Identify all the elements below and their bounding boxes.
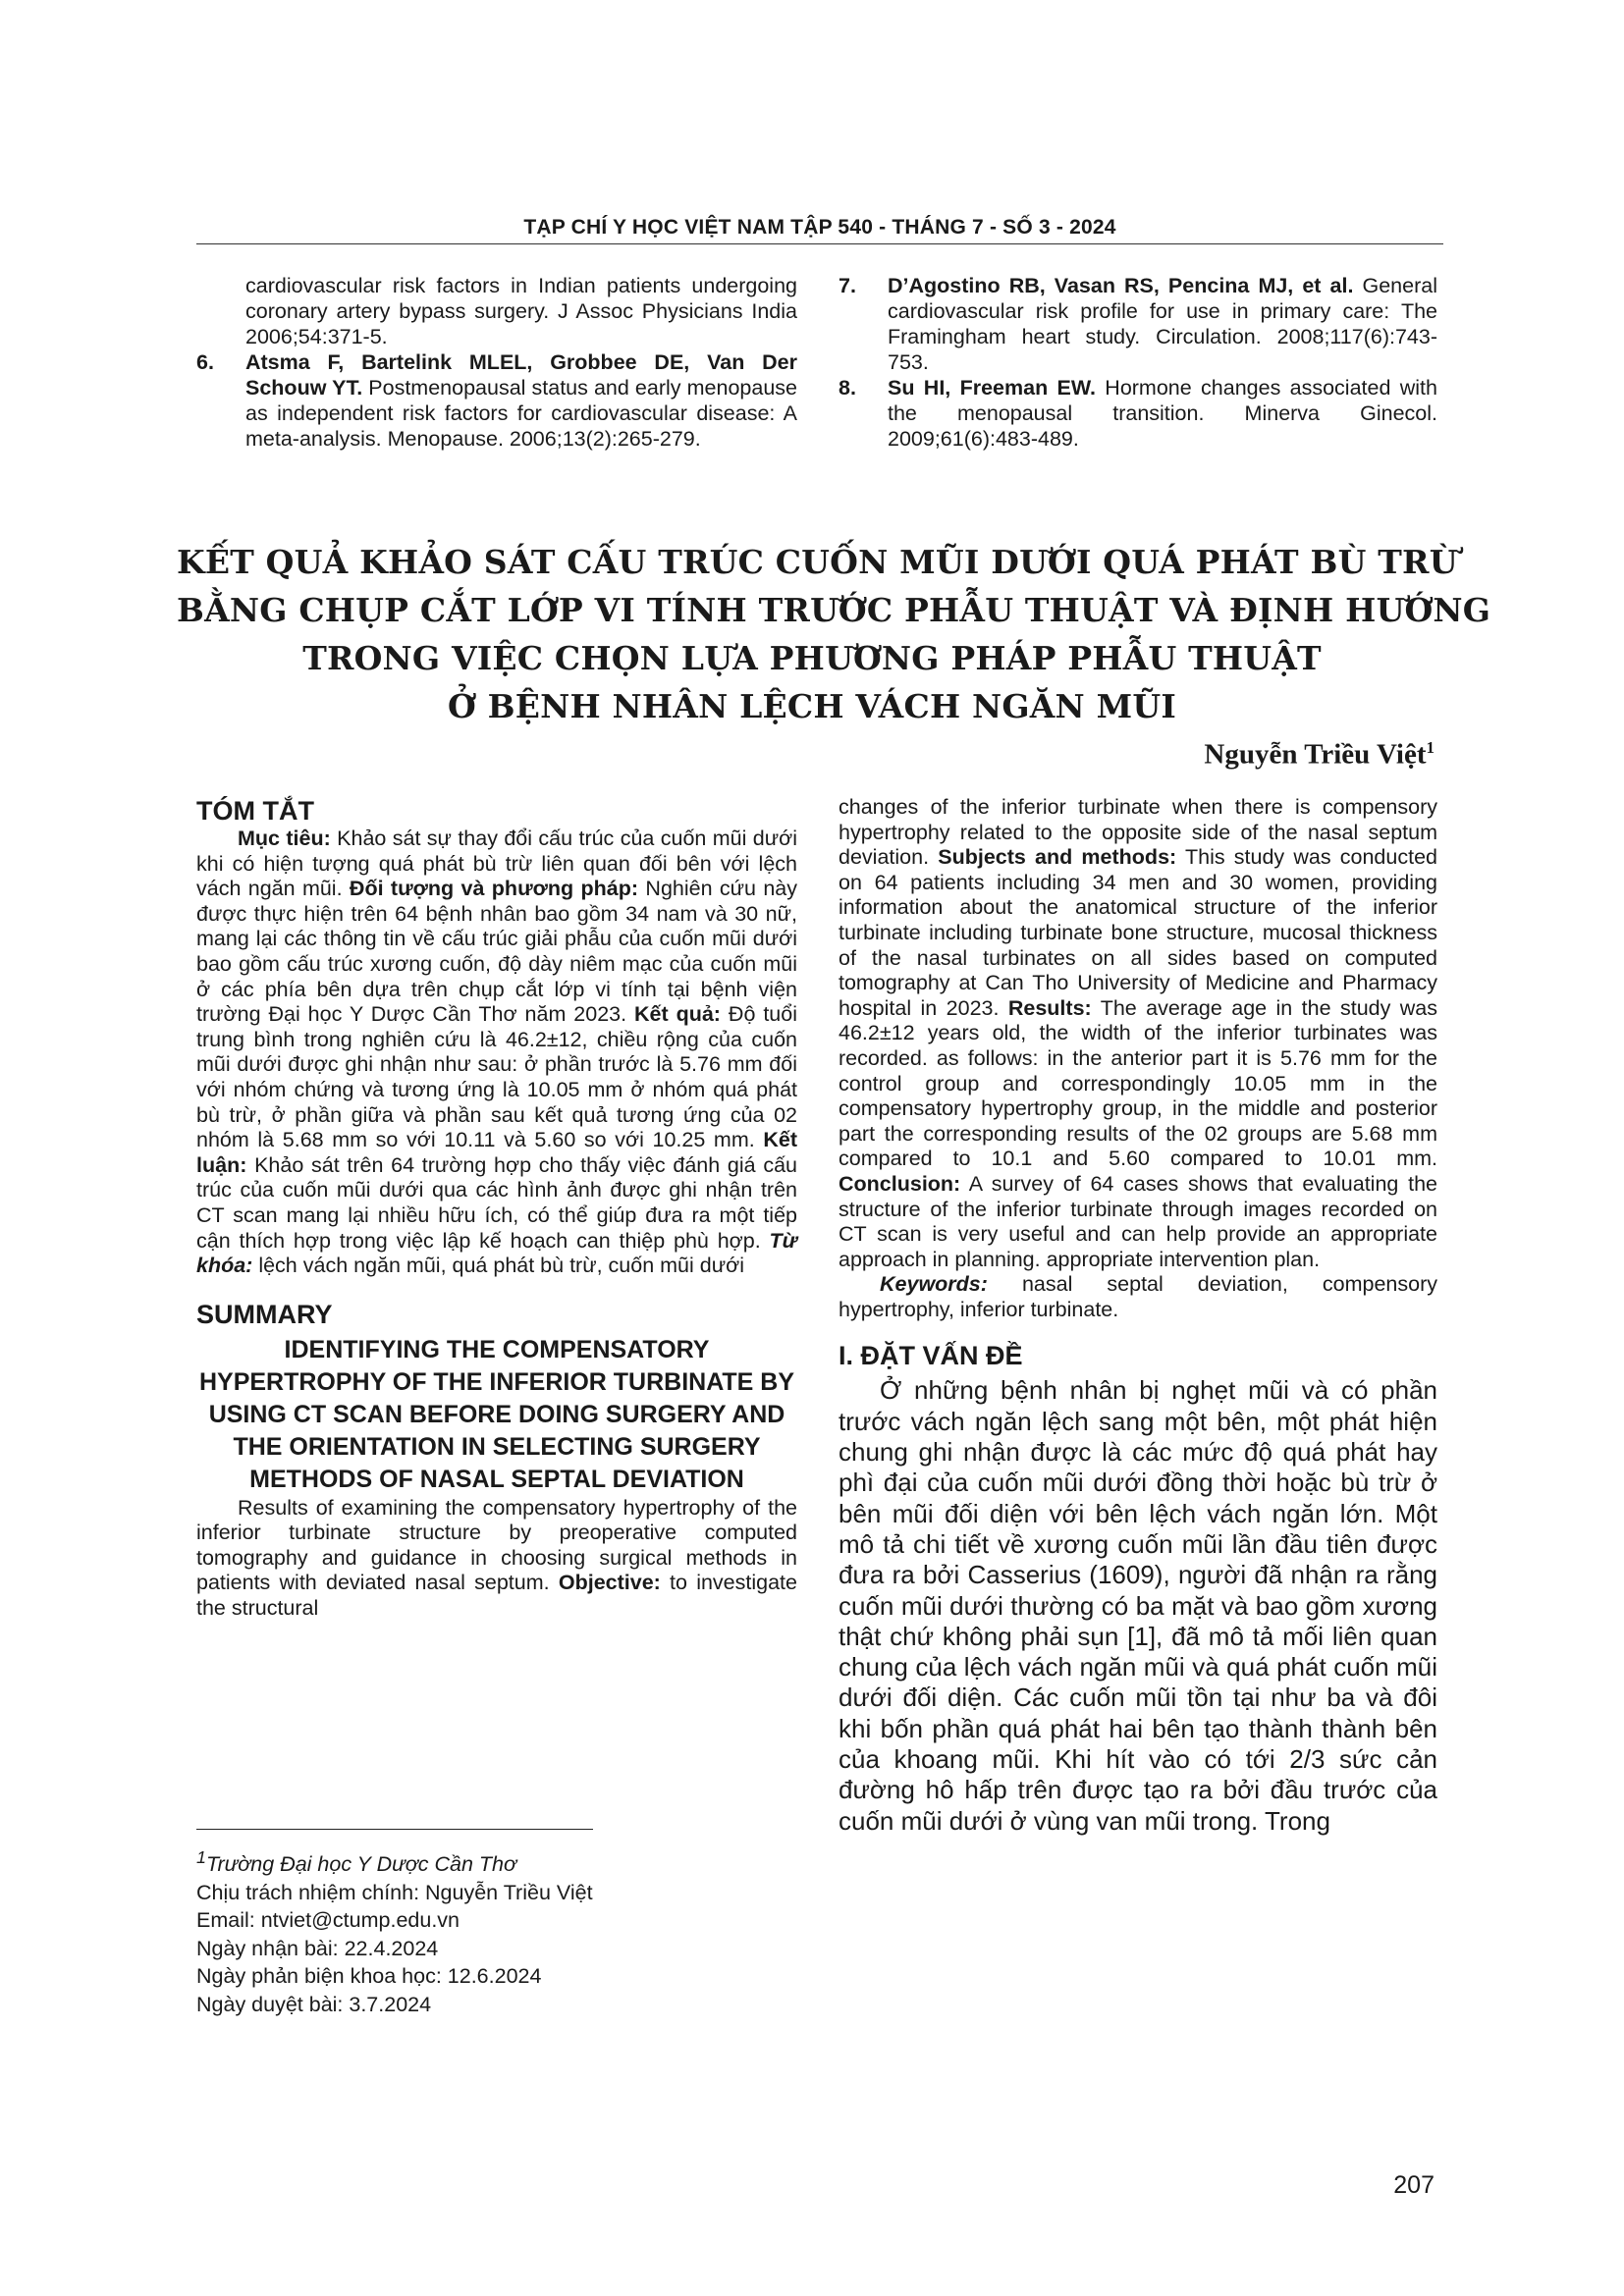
references-left-column xyxy=(196,273,797,452)
article-title xyxy=(177,538,1491,730)
reference-6: 6. Atsma F, Bartelink MLEL, Grobbee DE, Van Der Schouw YT. Postmenopausal status and early menopause as independent risk factors for cardiovascular disease: A meta-analysis. Menopause. 2006;13(2):265-279. xyxy=(196,350,797,451)
title-line: KẾT QUẢ KHẢO SÁT CẤU TRÚC CUỐN MŨI DƯỚI QUÁ PHÁT BÙ TRỪ xyxy=(177,543,1458,581)
summary-title: IDENTIFYING THE COMPENSATORY HYPERTROPHY OF THE INFERIOR TURBINATE BY USING CT SCAN BEFORE DOING SURGERY AND THE ORIENTATION IN SELECTING SURGERY METHODS OF NASAL SEPTAL DEVIATION xyxy=(198,1335,795,1493)
references-right-column xyxy=(839,273,1437,452)
reference-5-continued: cardiovascular risk factors in Indian patients undergoing coronary artery bypass surgery. J Assoc Physicians India 2006;54:371-5. xyxy=(245,274,797,348)
intro-paragraph: Ở những bệnh nhân bị nghẹt mũi và có phần trước vách ngăn lệch sang một bên, một phát hiện chung ghi nhận được là các mức độ quá phát hay phì đại của cuốn mũi dưới đồng thời hoặc bù trừ ở bên mũi đối diện với bên lệch vách ngăn lớn. Một mô tả chi tiết về xương cuốn mũi lần đầu tiên được đưa ra bởi Casserius (1609), người đã nhận ra rằng cuốn mũi dưới thường có ba mặt và bao gồm xương thật chứ không phải sụn [1], đã mô tả mối liên quan chung của lệch vách ngăn mũi và quá phát cuốn mũi dưới đối diện. Các cuốn mũi tồn tại như ba và đôi khi bốn phần quá phát hai bên tạo thành thành bên của khoang mũi. Khi hít vào có tới 2/3 sức cản đường hô hấp trên được tạo ra bởi đầu trước của cuốn mũi dưới ở vùng van mũi trong. Trong xyxy=(839,1375,1437,1836)
journal-header: TẠP CHÍ Y HỌC VIỆT NAM TẬP 540 - THÁNG 7 - SỐ 3 - 2024 xyxy=(523,216,1116,239)
date-received: Ngày nhận bài: 22.4.2024 xyxy=(196,1936,439,1960)
abstract-vi-body: Mục tiêu: Khảo sát sự thay đổi cấu trúc của cuốn mũi dưới khi có hiện tượng quá phát bù trừ liên quan đối bên với lệch vách ngăn mũi. Đối tượng và phương pháp: Nghiên cứu này được thực hiện trên 64 bệnh nhân bao gồm 34 nam và 30 nữ, mang lại các thông tin về cấu trúc giải phẫu của cuốn mũi dưới bao gồm cấu trúc xương cuốn, độ dày niêm mạc của cuốn mũi ở các phía bên dựa trên chụp cắt lớp vi tính tại bệnh viện trường Đại học Y Dược Cần Thơ năm 2023. Kết quả: Độ tuổi trung bình trong nghiên cứu là 46.2±12, chiều rộng của cuốn mũi dưới được ghi nhận như sau: ở phần trước là 5.76 mm đối với nhóm chứng và tương ứng là 10.05 mm ở nhóm quá phát bù trừ, ở phần giữa và phần sau kết quả tương ứng của 02 nhóm là 5.68 mm so với 10.11 và 5.60 so với 10.25 mm. Kết luận: Khảo sát trên 64 trường hợp cho thấy việc đánh giá cấu trúc của cuốn mũi dưới qua các hình ảnh được ghi nhận trên CT scan mang lại nhiều hữu ích, có thể giúp đưa ra một tiếp cận thích hợp trong việc lập kế hoạch can thiệp phù hợp. Từ khóa: lệch vách ngăn mũi, quá phát bù trừ, cuốn mũi dưới xyxy=(196,827,798,1278)
intro-heading: I. ĐẶT VẤN ĐỀ xyxy=(839,1341,1023,1371)
author-name: Nguyễn Triều Việt$^1$ xyxy=(1204,738,1435,771)
reference-7: 7. D’Agostino RB, Vasan RS, Pencina MJ, et al. General cardiovascular risk profile for use in primary care: The Framingham heart study. Circulation. 2008;117(6):743-753. xyxy=(839,274,1437,374)
author-affiliation-mark: 1 xyxy=(1426,738,1435,757)
date-reviewed: Ngày phản biện khoa học: 12.6.2024 xyxy=(196,1964,542,1989)
footnote xyxy=(196,1843,593,2018)
email: Email: ntviet@ctump.edu.vn xyxy=(196,1908,460,1933)
page-number: 207 xyxy=(1393,2171,1435,2199)
left-column xyxy=(196,795,797,1622)
date-accepted: Ngày duyệt bài: 3.7.2024 xyxy=(196,1992,432,2016)
title-line: BẰNG CHỤP CẮT LỚP VI TÍNH TRƯỚC PHẪU THUẬT VÀ ĐỊNH HƯỚNG xyxy=(177,591,1491,629)
right-column xyxy=(839,795,1437,1837)
summary-body-start: Results of examining the compensatory hypertrophy of the inferior turbinate structure by preoperative computed tomography and guidance in choosing surgical methods in patients with deviated nasal septum. Objective: to investigate the structural xyxy=(196,1495,797,1621)
summary-body-continued: changes of the inferior turbinate when there is compensory hypertrophy related to the opposite side of the nasal septum deviation. Subjects and methods: This study was conducted on 64 patients including 34 men and 30 women, providing information about the anatomical structure of the inferior turbinate including turbinate bone structure, mucosal thickness of the nasal turbinates on all sides based on computed tomography at Can Tho University of Medicine and Pharmacy hospital in 2023. Results: The average age in the study was 46.2±12 years old, the width of the inferior turbinates was recorded. as follows: in the anterior part it is 5.76 mm for the control group and correspondingly 10.05 mm in the compensatory hypertrophy group, in the middle and posterior part the corresponding results of the 02 groups are 5.68 mm compared to 10.1 and 5.60 compared to 10.01 mm. Conclusion: A survey of 64 cases shows that evaluating the structure of the inferior turbinate through images recorded on CT scan is very useful and can help provide an appropriate approach in planning. appropriate intervention plan. xyxy=(839,795,1437,1271)
reference-8: 8. Su HI, Freeman EW. Hormone changes associated with the menopausal transition. Minerva Ginecol. 2009;61(6):483-489. xyxy=(839,376,1437,451)
corresponding-author: Chịu trách nhiệm chính: Nguyễn Triều Việt xyxy=(196,1880,593,1904)
summary-heading: SUMMARY xyxy=(196,1299,333,1329)
summary-keywords: Keywords: nasal septal deviation, compensory hypertrophy, inferior turbinate. xyxy=(839,1272,1437,1321)
footnote-divider xyxy=(196,1829,593,1830)
header-divider xyxy=(196,243,1443,244)
abstract-vi-heading: TÓM TẮT xyxy=(196,796,314,826)
title-line: TRONG VIỆC CHỌN LỰA PHƯƠNG PHÁP PHẪU THUẬT xyxy=(302,639,1322,677)
title-line: Ở BỆNH NHÂN LỆCH VÁCH NGĂN MŨI xyxy=(448,687,1176,725)
affiliation: $^1$Trường Đại học Y Dược Cần Thơ xyxy=(196,1847,516,1877)
